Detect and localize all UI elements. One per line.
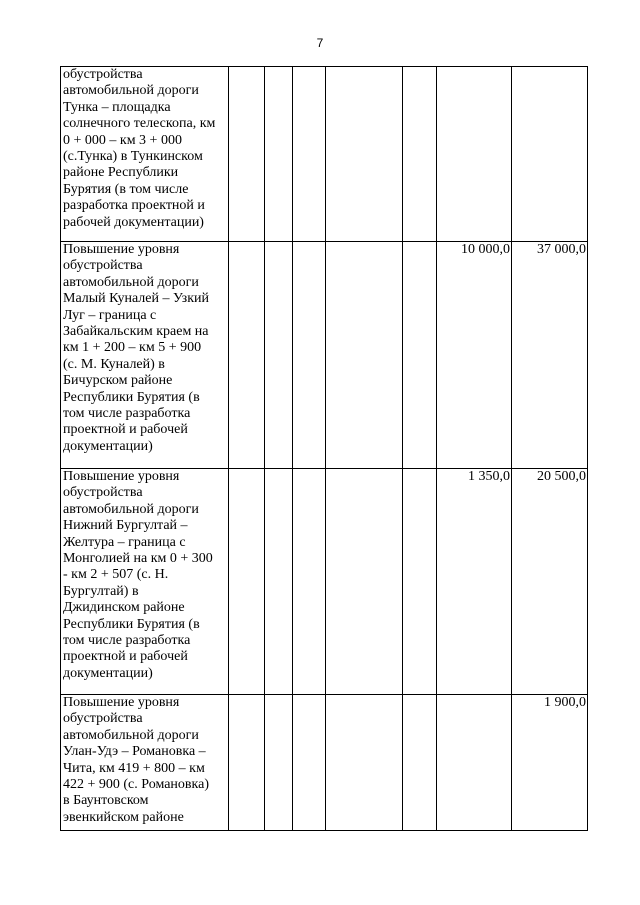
empty-cell <box>403 67 437 242</box>
row-description: Повышение уровня обустройства автомобильной дороги Малый Куналей – Узкий Луг – граница с Забайкальским краем на км 1 + 200 – км 5 + 900 (с. М. Куналей) в Бичурском районе Республики Бурятия (в том числе разработка проектной и рабочей документации) <box>61 242 229 469</box>
empty-cell <box>293 67 326 242</box>
empty-cell <box>229 695 265 831</box>
empty-cell <box>293 469 326 695</box>
empty-cell <box>326 695 403 831</box>
table-row <box>61 242 588 469</box>
budget-table <box>60 66 588 831</box>
empty-cell <box>229 67 265 242</box>
amount-cell <box>512 67 588 242</box>
empty-cell <box>293 242 326 469</box>
empty-cell <box>293 695 326 831</box>
amount-cell: 1 350,0 <box>437 469 512 695</box>
empty-cell <box>265 695 293 831</box>
empty-cell <box>403 469 437 695</box>
row-description: обустройства автомобильной дороги Тунка – площадка солнечного телескопа, км 0 + 000 – км 3 + 000 (с.Тунка) в Тункинском районе Республики Бурятия (в том числе разработка проектной и рабочей документации) <box>61 67 229 242</box>
amount-cell: 10 000,0 <box>437 242 512 469</box>
empty-cell <box>403 242 437 469</box>
empty-cell <box>326 67 403 242</box>
empty-cell <box>326 469 403 695</box>
amount-cell <box>437 695 512 831</box>
empty-cell <box>229 242 265 469</box>
table-row <box>61 67 588 242</box>
empty-cell <box>326 242 403 469</box>
empty-cell <box>265 242 293 469</box>
page-number: 7 <box>316 36 324 50</box>
amount-cell: 1 900,0 <box>512 695 588 831</box>
empty-cell <box>265 469 293 695</box>
empty-cell <box>229 469 265 695</box>
table-row <box>61 469 588 695</box>
empty-cell <box>403 695 437 831</box>
row-description: Повышение уровня обустройства автомобильной дороги Нижний Бургултай – Желтура – граница с Монголией на км 0 + 300 - км 2 + 507 (с. Н. Бургултай) в Джидинском районе Республики Бурятия (в том числе разработка проектной и рабочей документации) <box>61 469 229 695</box>
table-row <box>61 695 588 831</box>
amount-cell: 20 500,0 <box>512 469 588 695</box>
row-description: Повышение уровня обустройства автомобильной дороги Улан-Удэ – Романовка – Чита, км 419 + 800 – км 422 + 900 (с. Романовка) в Баунтовском эвенкийском районе <box>61 695 229 831</box>
empty-cell <box>265 67 293 242</box>
amount-cell: 37 000,0 <box>512 242 588 469</box>
amount-cell <box>437 67 512 242</box>
